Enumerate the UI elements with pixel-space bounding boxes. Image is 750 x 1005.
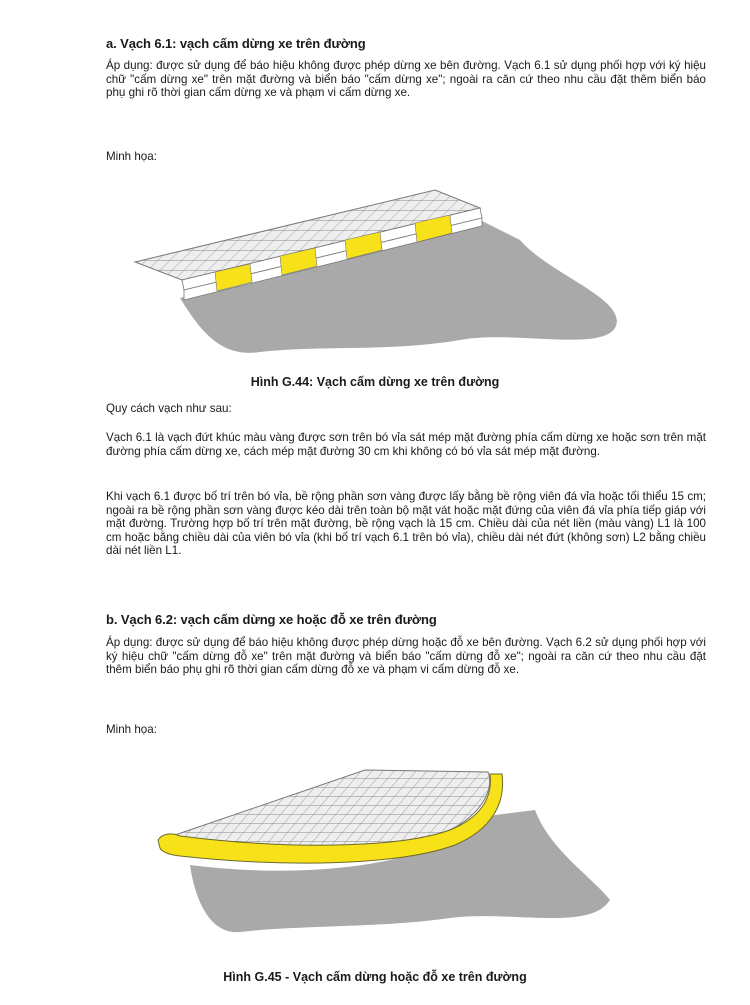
section-b-illustration-label: Minh họa: [106,723,157,736]
spec-intro: Quy cách vạch như sau: [106,402,232,415]
spec-paragraph-2: Khi vạch 6.1 được bố trí trên bó vỉa, bề rộng phần sơn vàng được lấy bằng bề rộng viên đá vỉa hoặc tối thiểu 15 cm; ngoài ra bề rộng phần sơn vàng được kéo dài trên toàn bộ mặt vát hoặc mặt đứng của viên đá vỉa phía tiếp giáp với mặt đường. Trường hợp bố trí trên mặt đường, bề rộng vạch là 15 cm. Chiều dài của nét liền (màu vàng) L1 là 100 cm hoặc bằng chiều dài của viên bó vỉa (khi bố trí vạch 6.1 trên bó vỉa), chiều dài nét đứt (không sơn) L2 bằng chiều dài nét liền L1. [106,490,706,558]
spec-paragraph-1: Vạch 6.1 là vạch đứt khúc màu vàng được sơn trên bó vỉa sát mép mặt đường phía cấm dừng xe hoặc sơn trên mặt đường phía cấm dừng xe, cách mép mặt đường 30 cm khi không có bó vỉa sát mép mặt đường. [106,431,706,458]
section-b-heading: b. Vạch 6.2: vạch cấm dừng xe hoặc đỗ xe trên đường [106,612,437,627]
figure-g44-illustration [130,180,630,360]
section-a-heading: a. Vạch 6.1: vạch cấm dừng xe trên đường [106,36,366,51]
figure-g44-caption: Hình G.44: Vạch cấm dừng xe trên đường [250,375,500,389]
figure-g45-caption: Hình G.45 - Vạch cấm dừng hoặc đỗ xe trên đường [223,970,527,984]
section-a-illustration-label: Minh họa: [106,150,157,163]
section-a-application: Áp dụng: được sử dụng để báo hiệu không được phép dừng xe bên đường. Vạch 6.1 sử dụng phối hợp với ký hiệu chữ "cấm dừng xe" trên mặt đường và biển báo "cấm dừng xe"; ngoài ra căn cứ theo nhu cầu đặt thêm biển báo phụ ghi rõ thời gian cấm dừng xe và phạm vi cấm dừng xe. [106,59,706,100]
figure-g45-illustration [150,760,620,935]
section-b-application: Áp dụng: được sử dụng để báo hiệu không được phép dừng hoặc đỗ xe bên đường. Vạch 6.2 sử dụng phối hợp với ký hiệu chữ "cấm dừng đỗ xe" trên mặt đường và biển báo "cấm dừng đỗ xe"; ngoài ra căn cứ theo nhu cầu đặt thêm biển báo phụ ghi rõ thời gian cấm dừng đỗ xe và phạm vi cấm dừng đỗ xe. [106,636,706,677]
